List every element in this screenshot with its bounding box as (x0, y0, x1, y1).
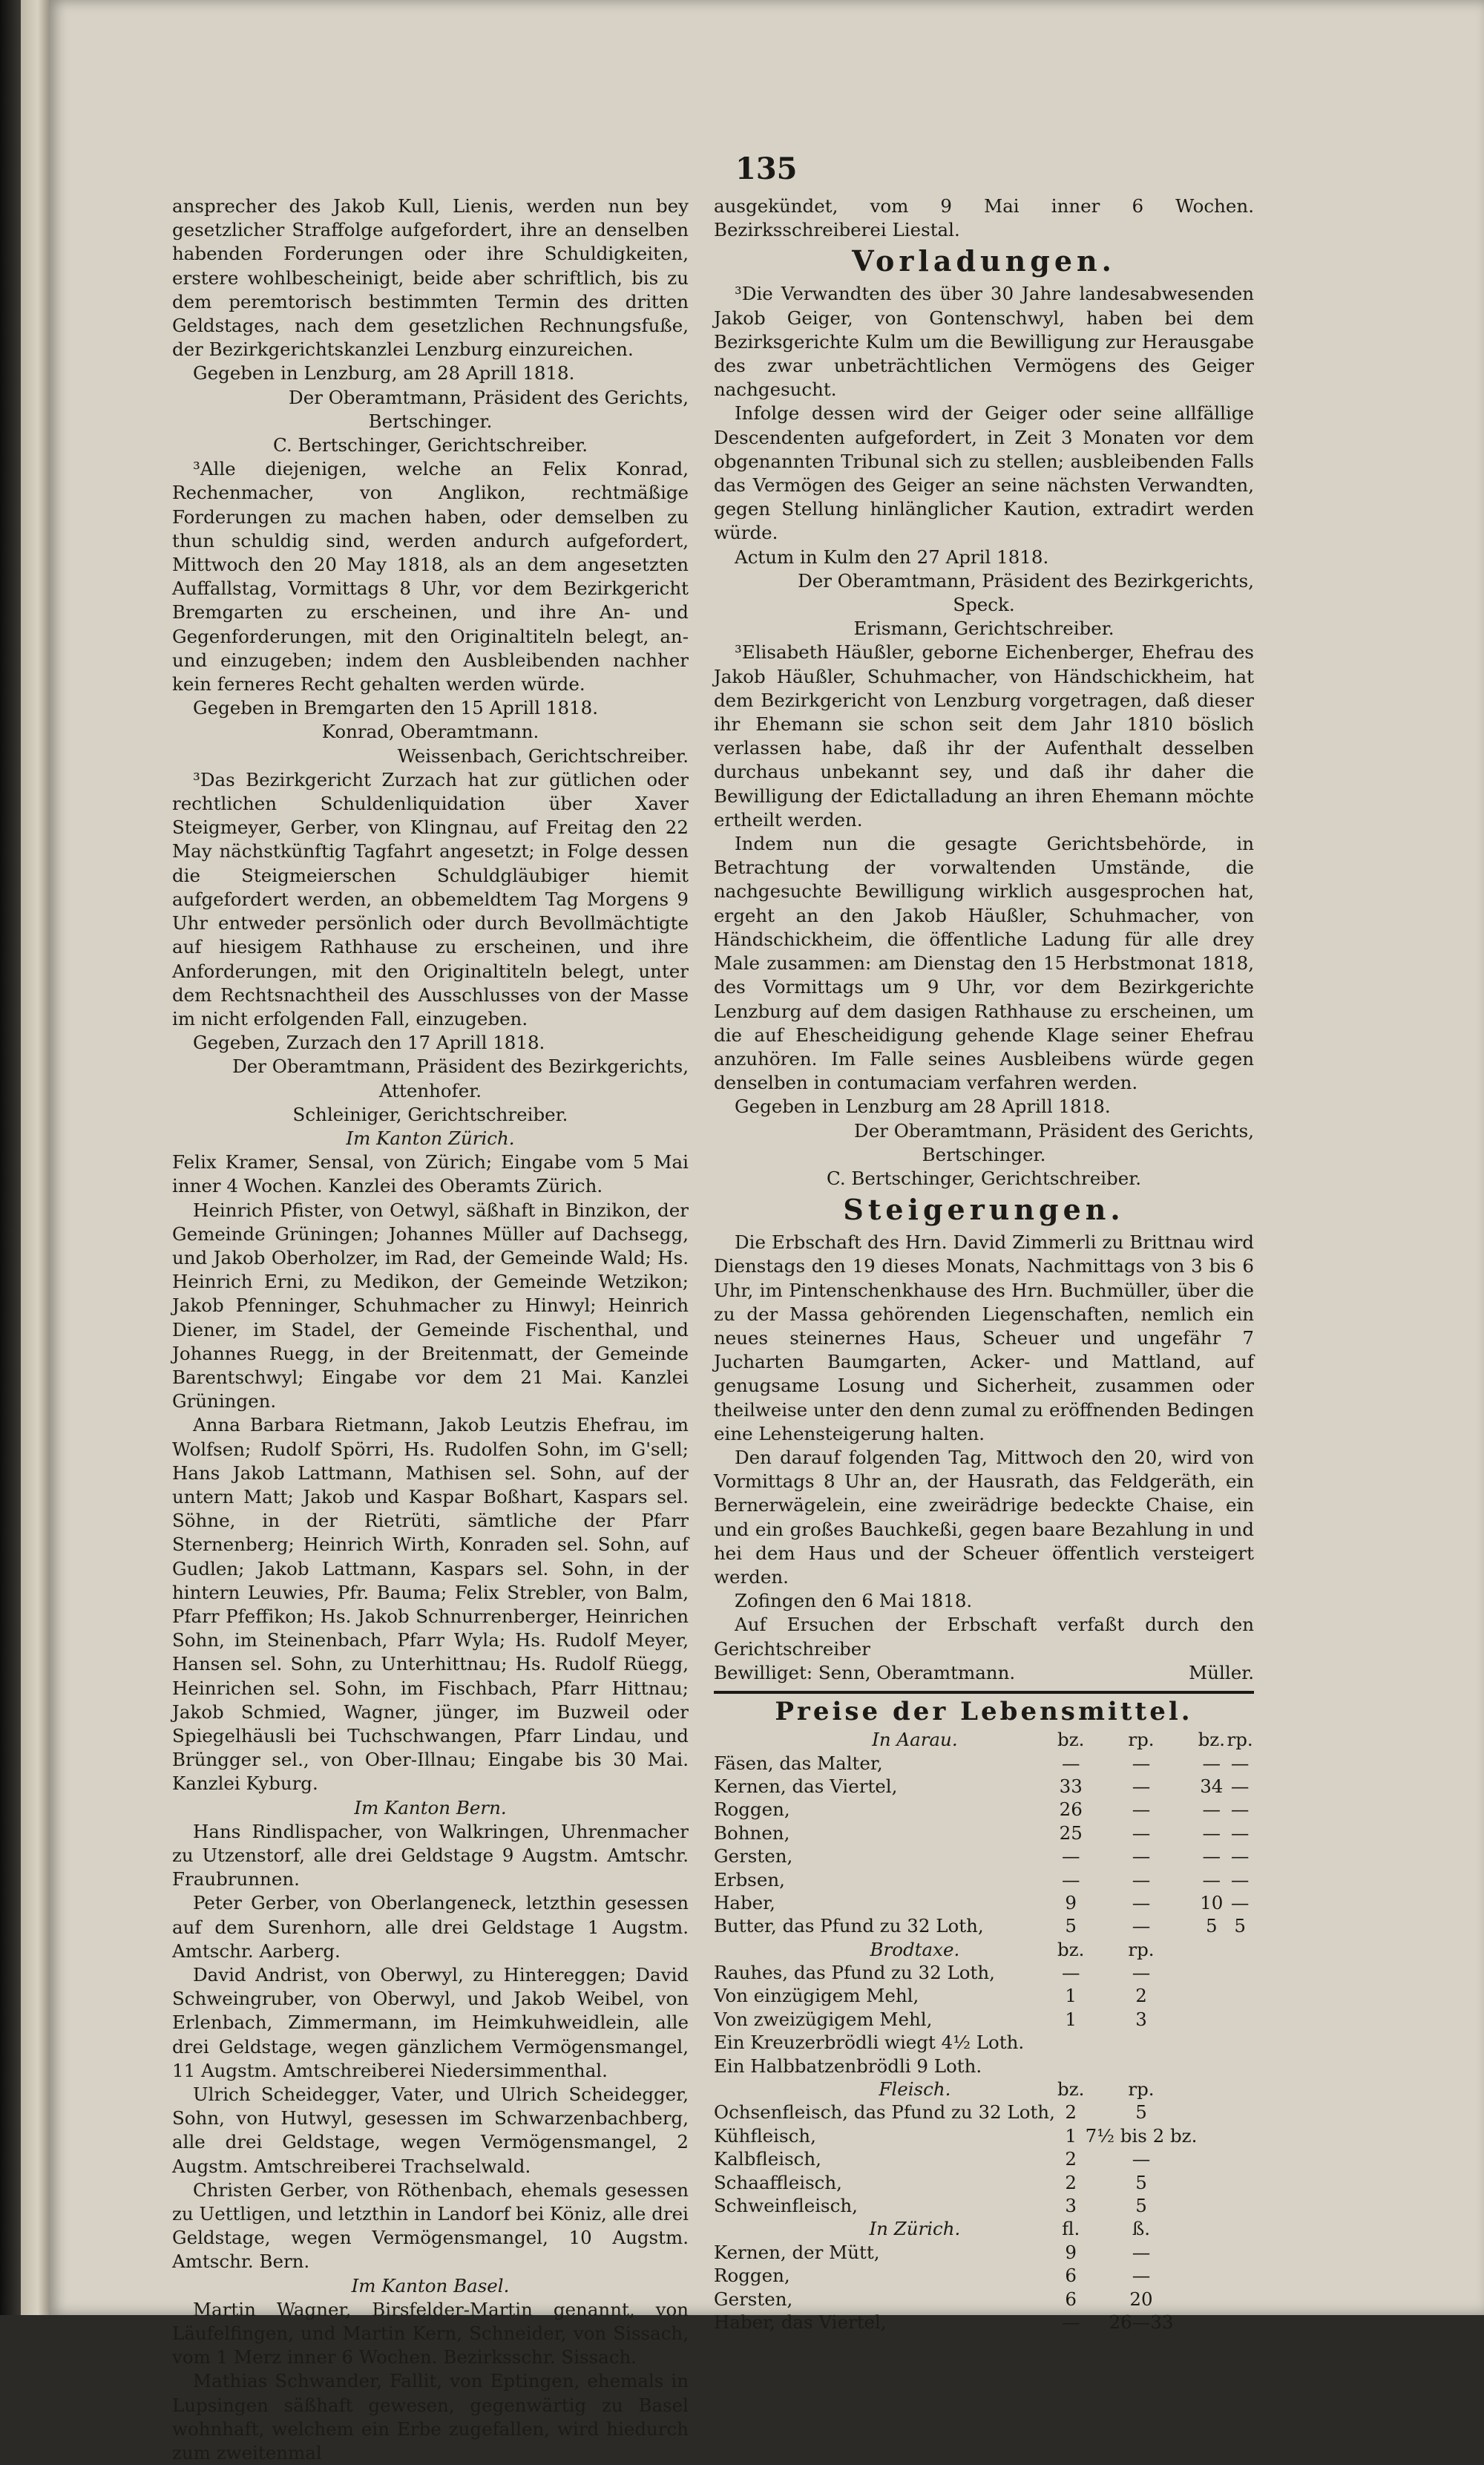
price-unit-header: bz. (1198, 1729, 1225, 1751)
price-section-label: In Zürich. (869, 2218, 961, 2240)
text-paragraph: Die Erbschaft des Hrn. David Zimmerli zu Brittnau wird Dienstags den 19 dieses Monats, Nachmittags von 3 bis 6 Uhr, im Pintenschenkhause des Hrn. Buchmüller, über die zu der Massa gehörenden Liegenschaften, nemlich ein neues steinernes Haus, Scheuer und ungefähr 7 Jucharten Baumgarten, Acker- und Mattland, auf genugsame Losung und Sicherheit, zusammen oder theilweise unter den denn zumal zu eröffnenden Bedingen eine Lehensteigerung halten. (714, 1231, 1254, 1444)
price-value: — (1230, 1868, 1250, 1891)
price-value (1226, 2241, 1254, 2264)
price-value (1197, 2264, 1226, 2287)
price-row (714, 2241, 1254, 2264)
price-item (714, 1914, 1057, 1937)
price-row (714, 2311, 1254, 2334)
price-value: — (1132, 2241, 1151, 2263)
price-value: 5 (1065, 1915, 1077, 1937)
price-value (1197, 2147, 1226, 2170)
price-unit-header: rp. (1128, 2078, 1155, 2101)
facing-page-edge (21, 0, 49, 2315)
price-unit-header: fl. (1062, 2218, 1080, 2240)
price-unit-header (1226, 2217, 1254, 2240)
text-paragraph: Weissenbach, Gerichtschreiber. (397, 744, 689, 767)
price-value: — (1202, 1845, 1221, 1867)
text-paragraph: ³Die Verwandten des über 30 Jahre landesabwesenden Jakob Geiger, von Gontenschwyl, haben bei dem Bezirksgerichte Kulm um die Bewilligung zur Herausgabe des zwar unbeträchtlichen Vermögens des Geiger nachgesucht. (714, 283, 1254, 401)
price-item (714, 1775, 1057, 1798)
price-unit-header: ß. (1132, 2218, 1151, 2240)
right-column-text (714, 194, 1254, 1661)
text-paragraph: Erismann, Gerichtschreiber. (853, 618, 1114, 640)
price-value: 9 (1065, 1891, 1077, 1914)
section-divider (714, 1691, 1254, 1694)
price-value: — (1230, 1845, 1250, 1867)
price-item (714, 1821, 1057, 1844)
price-section-header (714, 1728, 1254, 1751)
price-item-label: Roggen, (714, 1798, 790, 1821)
price-value: 5 (1206, 1915, 1218, 1937)
text-paragraph: Der Oberamtmann, Präsident des Gerichts, (289, 386, 689, 408)
text-paragraph: Martin Wagner, Birsfelder-Martin genannt, von Läufelfingen, und Martin Kern, Schneider, von Sissach, vom 1 Merz inner 6 Wochen. Bezirksschr. Sissach. (172, 2298, 689, 2369)
price-value: 7½ bis 2 bz. (1085, 2124, 1198, 2147)
price-value: — (1061, 1752, 1080, 1774)
price-section-label: Brodtaxe. (870, 1938, 960, 1960)
price-item (714, 2124, 1057, 2147)
price-value (1197, 2031, 1226, 2054)
price-item (714, 2287, 1057, 2310)
price-value: — (1132, 1891, 1151, 1914)
price-item-label: Kühfleisch, (714, 2124, 816, 2147)
price-item (714, 2170, 1057, 2193)
price-value: — (1061, 2311, 1080, 2333)
price-value (1226, 2264, 1254, 2287)
price-value: — (1202, 1821, 1221, 1844)
text-paragraph: Infolge dessen wird der Geiger oder seine allfällige Descendenten aufgefordert, in Zeit 3 Monaten vor dem obgenannten Tribunal sich zu stellen; ausbleibenden Falls das Vermögen des Geiger an seine nächsten Verwandten, gegen Stellung hinlänglicher Kaution, extradirt werden würde. (714, 402, 1254, 544)
price-row (714, 2287, 1254, 2310)
price-value (1226, 2101, 1254, 2124)
price-value (1226, 1984, 1254, 2007)
price-item-label: Kernen, das Viertel, (714, 1775, 898, 1797)
price-item (714, 1961, 1057, 1984)
price-value: 2 (1065, 2171, 1077, 2193)
price-item (714, 2194, 1057, 2217)
right-column (714, 194, 1254, 2334)
price-item-label: Schaaffleisch, (714, 2171, 842, 2193)
price-unit-header (1197, 2217, 1226, 2240)
price-value: — (1230, 1821, 1250, 1844)
price-item-label: Gersten, (714, 1845, 793, 1867)
price-item-label: Von zweizügigem Mehl, (714, 2008, 933, 2030)
text-paragraph: C. Bertschinger, Gerichtschreiber. (826, 1167, 1142, 1189)
price-section-label: Fleisch. (879, 2078, 951, 2101)
price-value: 34 (1200, 1775, 1224, 1797)
price-value (1226, 2147, 1254, 2170)
price-unit-header (1197, 2078, 1226, 2101)
section-heading: Vorladungen. (852, 244, 1116, 278)
price-row (714, 1751, 1254, 1774)
price-item-label: Ein Kreuzerbrödli wiegt 4½ Loth. (714, 2032, 1025, 2054)
price-item (714, 2008, 1057, 2031)
text-paragraph: Felix Kramer, Sensal, von Zürich; Eingabe vom 5 Mai inner 4 Wochen. Kanzlei des Oberamts Zürich. (172, 1151, 689, 1197)
price-value (1197, 2124, 1226, 2147)
price-value: — (1230, 1798, 1250, 1821)
price-row (714, 1775, 1254, 1798)
price-value: 2 (1135, 1985, 1147, 2007)
price-value (1197, 2101, 1226, 2124)
price-value: 2 (1065, 2148, 1077, 2170)
price-value (1226, 2287, 1254, 2310)
price-value: — (1230, 1775, 1250, 1797)
clerk-name: Müller. (1189, 1661, 1254, 1683)
price-value: — (1202, 1798, 1221, 1821)
price-row (714, 1867, 1254, 1891)
text-paragraph: Konrad, Oberamtmann. (321, 721, 539, 743)
text-paragraph: Actum in Kulm den 27 April 1818. (735, 546, 1049, 568)
price-value: — (1132, 1821, 1151, 1844)
price-value: — (1132, 1915, 1151, 1937)
text-paragraph: Gegeben, Zurzach den 17 Aprill 1818. (193, 1032, 545, 1054)
price-value (1086, 2054, 1198, 2077)
price-table (714, 1728, 1254, 2334)
price-value (1226, 2311, 1254, 2334)
price-value: — (1061, 1845, 1080, 1867)
price-value: 3 (1065, 2194, 1077, 2216)
price-row (714, 2170, 1254, 2193)
price-value: — (1132, 1798, 1151, 1821)
price-item-label: Fäsen, das Malter, (714, 1752, 883, 1774)
text-paragraph: Schleiniger, Gerichtschreiber. (292, 1103, 568, 1125)
text-paragraph: Ulrich Scheidegger, Vater, und Ulrich Scheidegger, Sohn, von Hutwyl, gesessen im Schwarzenbachberg, alle drei Geldstage, wegen Vermögensmangel, 2 Augstm. Amtschreiberei Trachselwald. (172, 2083, 689, 2177)
price-value: — (1132, 1845, 1151, 1867)
price-row (714, 2124, 1254, 2147)
text-paragraph: Bertschinger. (922, 1143, 1046, 1165)
price-unit-header: bz. (1057, 1938, 1085, 1960)
text-paragraph: Den darauf folgenden Tag, Mittwoch den 20, wird von Vormittags 8 Uhr an, der Hausrath, das Feldgeräth, ein Bernerwägelein, eine zweirädrige bedeckte Chaise, ein und ein großes Bauchkeßi, gegen baare Bezahlung in und hei dem Haus und der Scheuer öffentlich versteigert werden. (714, 1446, 1254, 1588)
text-paragraph: ³Alle diejenigen, welche an Felix Konrad, Rechenmacher, von Anglikon, rechtmäßige Forderungen zu machen haben, oder demselben zu thun schuldig sind, werden andurch aufgefordert, Mittwoch den 20 May 1818, als an dem angesetzten Auffallstag, Vormittags 8 Uhr, vor dem Bezirkgericht Bremgarten zu erscheinen, und ihre An- und Gegenforderungen, mit den Originaltiteln belegt, an- und einzugeben; indem den Ausbleibenden nachher kein ferneres Recht gehalten werden würde. (172, 458, 689, 695)
price-value: 1 (1065, 2008, 1077, 2030)
price-unit-header: rp. (1128, 1938, 1155, 1960)
price-value (1197, 2241, 1226, 2264)
price-value: 10 (1200, 1891, 1224, 1914)
price-value (1226, 2194, 1254, 2217)
price-section-header (714, 1938, 1254, 1961)
price-value (1226, 2008, 1254, 2031)
price-item (714, 1844, 1057, 1867)
left-column (172, 194, 689, 2465)
price-value: — (1061, 1868, 1080, 1891)
price-value: — (1061, 1962, 1080, 1984)
price-unit-header (1226, 2078, 1254, 2101)
price-value: 26—33 (1109, 2311, 1174, 2333)
price-value: 6 (1065, 2265, 1077, 2287)
text-paragraph: Auf Ersuchen der Erbschaft verfaßt durch den Gerichtschreiber (714, 1614, 1254, 1660)
price-item (714, 2264, 1057, 2287)
price-row (714, 1914, 1254, 1937)
price-item-label: Bohnen, (714, 1821, 790, 1844)
price-row (714, 1984, 1254, 2007)
price-unit-header (1226, 1938, 1254, 1961)
price-value: — (1132, 2265, 1151, 2287)
text-paragraph: ansprecher des Jakob Kull, Lienis, werden nun bey gesetzlicher Straffolge aufgefordert, ihre an denselben habenden Forderungen oder ihre Schuldigkeiten, erstere wohlbescheinigt, beide aber schriftlich, bis zu dem peremtorisch bestimmten Termin des dritten Geldstages, nach dem gesetzlichen Rechnungsfuße, der Bezirkgerichtskanzlei Lenzburg einzureichen. (172, 195, 689, 361)
price-value (1226, 2031, 1254, 2054)
price-value: 9 (1065, 2241, 1077, 2263)
text-paragraph: Im Kanton Zürich. (346, 1127, 515, 1149)
price-row (714, 2101, 1254, 2124)
price-row (714, 2147, 1254, 2170)
text-paragraph: Gegeben in Lenzburg, am 28 Aprill 1818. (193, 362, 575, 384)
price-value (1057, 2031, 1086, 2054)
price-value: 26 (1059, 1798, 1083, 1821)
price-value: 2 (1065, 2101, 1077, 2124)
price-item (714, 1751, 1057, 1774)
price-row (714, 2194, 1254, 2217)
price-value (1197, 2287, 1226, 2310)
price-section-header (714, 2078, 1254, 2101)
price-value: 1 (1065, 2124, 1077, 2147)
text-paragraph: ³Das Bezirkgericht Zurzach hat zur gütlichen oder rechtlichen Schuldenliquidation über Xaver Steigmeyer, Gerber, von Klingnau, auf Freitag den 22 May nächstkünftig Tagfahrt angesetzt; in Folge dessen die Steigmeierschen Schuldgläubiger hiemit aufgefordert werden, an obbemeldtem Tag Morgens 9 Uhr entweder persönlich oder durch Bevollmächtigte auf hiesigem Rathhause zu erscheinen, und ihre Anforderungen, mit den Originaltiteln belegt, unter dem Rechtsnachtheil des Ausschlusses von der Masse im nicht erfolgenden Fall, einzugeben. (172, 768, 689, 1029)
price-value: 20 (1129, 2288, 1153, 2310)
price-value (1057, 2054, 1086, 2077)
price-unit-header: rp. (1128, 1729, 1155, 1751)
price-item (714, 1984, 1057, 2007)
price-item-label: Haber, das Viertel, (714, 2311, 887, 2333)
price-value (1197, 2194, 1226, 2217)
price-item (714, 2031, 1057, 2054)
price-row (714, 1798, 1254, 1821)
price-value: — (1132, 2148, 1151, 2170)
price-value (1197, 1984, 1226, 2007)
price-value (1226, 2124, 1254, 2147)
price-item-label: Kalbfleisch, (714, 2148, 821, 2170)
price-value (1197, 2311, 1226, 2334)
text-paragraph: Speck. (953, 594, 1015, 616)
price-item (714, 2054, 1057, 2077)
text-paragraph: ausgekündet, vom 9 Mai inner 6 Wochen. Bezirksschreiberei Liestal. (714, 195, 1254, 241)
price-value (1226, 1961, 1254, 1984)
price-value: 25 (1059, 1821, 1083, 1844)
price-value: 3 (1135, 2008, 1147, 2030)
price-unit-header (1197, 1938, 1226, 1961)
text-paragraph: Peter Gerber, von Oberlangeneck, letzthin gesessen auf dem Surenhorn, alle drei Geldstage 1 Augstm. Amtschr. Aarberg. (172, 1892, 689, 1962)
text-paragraph: Im Kanton Basel. (351, 2274, 510, 2297)
price-value: 1 (1065, 1985, 1077, 2007)
price-value: 5 (1234, 1915, 1246, 1937)
book-binding-edge (0, 0, 21, 2315)
section-heading: Steigerungen. (843, 1193, 1125, 1227)
price-value: — (1132, 1962, 1151, 1984)
price-value (1197, 2008, 1226, 2031)
price-row (714, 2264, 1254, 2287)
price-unit-header: rp. (1227, 1729, 1253, 1751)
price-row (714, 1844, 1254, 1867)
text-paragraph: Der Oberamtmann, Präsident des Bezirkgerichts, (798, 569, 1254, 592)
text-paragraph: Der Oberamtmann, Präsident des Bezirkgerichts, (232, 1055, 689, 1078)
price-value: 5 (1135, 2194, 1147, 2216)
price-row (714, 1821, 1254, 1844)
price-item (714, 2147, 1057, 2170)
price-item (714, 2101, 1057, 2124)
price-value (1197, 2054, 1226, 2077)
price-section-label: In Aarau. (872, 1729, 958, 1751)
page-number: 135 (735, 151, 798, 186)
price-item (714, 1798, 1057, 1821)
price-item-label: Haber, (714, 1891, 775, 1914)
price-item-label: Gersten, (714, 2288, 793, 2310)
price-item-label: Roggen, (714, 2265, 790, 2287)
price-row (714, 2008, 1254, 2031)
price-value (1086, 2031, 1198, 2054)
price-item (714, 1867, 1057, 1891)
price-value: 33 (1059, 1775, 1083, 1797)
text-paragraph: Der Oberamtmann, Präsident des Gerichts, (854, 1119, 1254, 1142)
price-value: 5 (1135, 2101, 1147, 2124)
text-paragraph: Bertschinger. (368, 410, 493, 432)
text-paragraph: Gegeben in Bremgarten den 15 Aprill 1818. (193, 697, 598, 719)
text-paragraph: Attenhofer. (378, 1079, 482, 1101)
price-unit-header: bz. (1057, 2078, 1085, 2101)
price-row (714, 1961, 1254, 1984)
price-item-label: Schweinfleisch, (714, 2194, 858, 2216)
price-value (1197, 2170, 1226, 2193)
price-item-label: Ein Halbbatzenbrödli 9 Loth. (714, 2055, 982, 2077)
price-section-header (714, 2217, 1254, 2240)
price-item-label: Von einzügigem Mehl, (714, 1985, 919, 2007)
price-unit-header: bz. (1057, 1729, 1085, 1751)
price-value: — (1132, 1868, 1151, 1891)
text-paragraph: Zofingen den 6 Mai 1818. (735, 1590, 973, 1612)
price-item-label: Butter, das Pfund zu 32 Loth, (714, 1915, 984, 1937)
price-value: — (1230, 1891, 1250, 1914)
price-item (714, 2241, 1057, 2264)
approval-text: Bewilliget: Senn, Oberamtmann. (714, 1661, 1016, 1683)
price-value (1226, 2170, 1254, 2193)
text-paragraph: C. Bertschinger, Gerichtschreiber. (272, 434, 588, 456)
price-value (1197, 1961, 1226, 1984)
price-item-label: Erbsen, (714, 1868, 785, 1891)
text-paragraph: Hans Rindlispacher, von Walkringen, Uhrenmacher zu Utzenstorf, alle drei Geldstage 9 Augstm. Amtschr. Fraubrunnen. (172, 1820, 689, 1891)
text-paragraph: Christen Gerber, von Röthenbach, ehemals gesessen zu Uettligen, und letzthin in Landorf bei Köniz, alle drei Geldstage, wegen Vermögensmangel, 10 Augstm. Amtschr. Bern. (172, 2178, 689, 2273)
signature-line (714, 1661, 1254, 1685)
price-value: — (1202, 1868, 1221, 1891)
price-value (1226, 2054, 1254, 2077)
price-item-label: Kernen, der Mütt, (714, 2241, 880, 2263)
price-value: — (1202, 1752, 1221, 1774)
price-row (714, 2031, 1254, 2054)
price-value: — (1230, 1752, 1250, 1774)
price-row (714, 2054, 1254, 2077)
price-value: — (1132, 1752, 1151, 1774)
price-item (714, 1891, 1057, 1914)
price-value: 6 (1065, 2288, 1077, 2310)
prices-title: Preise der Lebensmittel. (775, 1696, 1193, 1726)
price-row (714, 1891, 1254, 1914)
price-item-label: Rauhes, das Pfund zu 32 Loth, (714, 1962, 995, 1984)
text-paragraph: Gegeben in Lenzburg am 28 Aprill 1818. (735, 1096, 1111, 1118)
text-paragraph: David Andrist, von Oberwyl, zu Hintereggen; David Schweingruber, von Oberwyl, und Jakob Weibel, von Erlenbach, Zimmermann, im Heimkuhweidlein, alle drei Geldstage, wegen gänzlichem Vermögensmangel, 11 Augstm. Amtschreiberei Niedersimmenthal. (172, 1964, 689, 2081)
text-paragraph: Heinrich Pfister, von Oetwyl, säßhaft in Binzikon, der Gemeinde Grüningen; Johannes Müller auf Dachsegg, und Jakob Oberholzer, im Rad, der Gemeinde Wald; Hs. Heinrich Erni, zu Medikon, der Gemeinde Wetzikon; Jakob Pfenninger, Schuhmacher zu Hinwyl; Heinrich Diener, im Stadel, der Gemeinde Fischenthal, und Johannes Ruegg, in der Breitenmatt, der Gemeinde Barentschwyl; Eingabe vor dem 21 Mai. Kanzlei Grüningen. (172, 1199, 689, 1412)
text-paragraph: Mathias Schwander, Fallit, von Eptingen, ehemals in Lupsingen säßhaft gewesen, gegenwärtig zu Basel wohnhaft, welchem ein Erbe zugefallen, wird hiedurch zum zweitenmal (172, 2370, 689, 2464)
price-item (714, 2311, 1057, 2334)
text-paragraph: Anna Barbara Rietmann, Jakob Leutzis Ehefrau, im Wolfsen; Rudolf Spörri, Hs. Rudolfen Sohn, im G'sell; Hans Jakob Lattmann, Mathisen sel. Sohn, auf der untern Matt; Jakob und Kaspar Boßhart, Kaspars sel. Söhne, in der Rietrüti, sämtliche der Pfarr Sternenberg; Heinrich Wirth, Konraden sel. Sohn, auf Gudlen; Jakob Lattmann, Kaspars sel. Sohn, in der hintern Leuwies, Pfr. Bauma; Felix Strebler, von Balm, Pfarr Pfeffikon; Hs. Jakob Schnurrenberger, Heinrichen Sohn, im Steinenbach, Pfarr Wyla; Hs. Rudolf Meyer, Hansen sel. Sohn, zu Unterhittnau; Hs. Rudolf Rüegg, Heinrichen sel. Sohn, im Fischbach, Pfarr Hittnau; Jakob Schmied, Wagner, jünger, im Buzweil oder Spiegelhäusli bei Tuchschwangen, Pfarr Lindau, und Brüngger sel., von Ober-Illnau; Eingabe bis 30 Mai. Kanzlei Kyburg. (172, 1414, 689, 1795)
text-paragraph: Indem nun die gesagte Gerichtsbehörde, in Betrachtung der vorwaltenden Umstände, die nachgesuchte Bewilligung wirklich ausgesprochen hat, ergeht an den Jakob Häußler, Schuhmacher, von Händschickheim, die öffentliche Ladung für alle drey Male zusammen: am Dienstag den 15 Herbstmonat 1818, des Vormittags um 9 Uhr, vor dem Bezirkgerichte Lenzburg auf dem dasigen Rathhause zu erscheinen, um die auf Ehescheidigung gehende Klage seiner Ehefrau anzuhören. Im Falle seines Ausbleibens würde gegen denselben in contumaciam verfahren werden. (714, 833, 1254, 1094)
price-value: — (1132, 1775, 1151, 1797)
price-item-label: Ochsenfleisch, das Pfund zu 32 Loth, (714, 2101, 1055, 2124)
price-value: 5 (1135, 2171, 1147, 2193)
text-paragraph: Im Kanton Bern. (354, 1796, 507, 1819)
text-paragraph: ³Elisabeth Häußler, geborne Eichenberger, Ehefrau des Jakob Häußler, Schuhmacher, von Händschickheim, hat dem Bezirkgericht von Lenzburg vorgetragen, daß dieser ihr Ehemann sie schon seit dem Jahr 1810 böslich verlassen habe, daß ihr der Aufenthalt desselben durchaus unbekannt sey, und daß ihr daher die Bewilligung der Edictalladung an ihren Ehemann möchte ertheilt werden. (714, 641, 1254, 831)
